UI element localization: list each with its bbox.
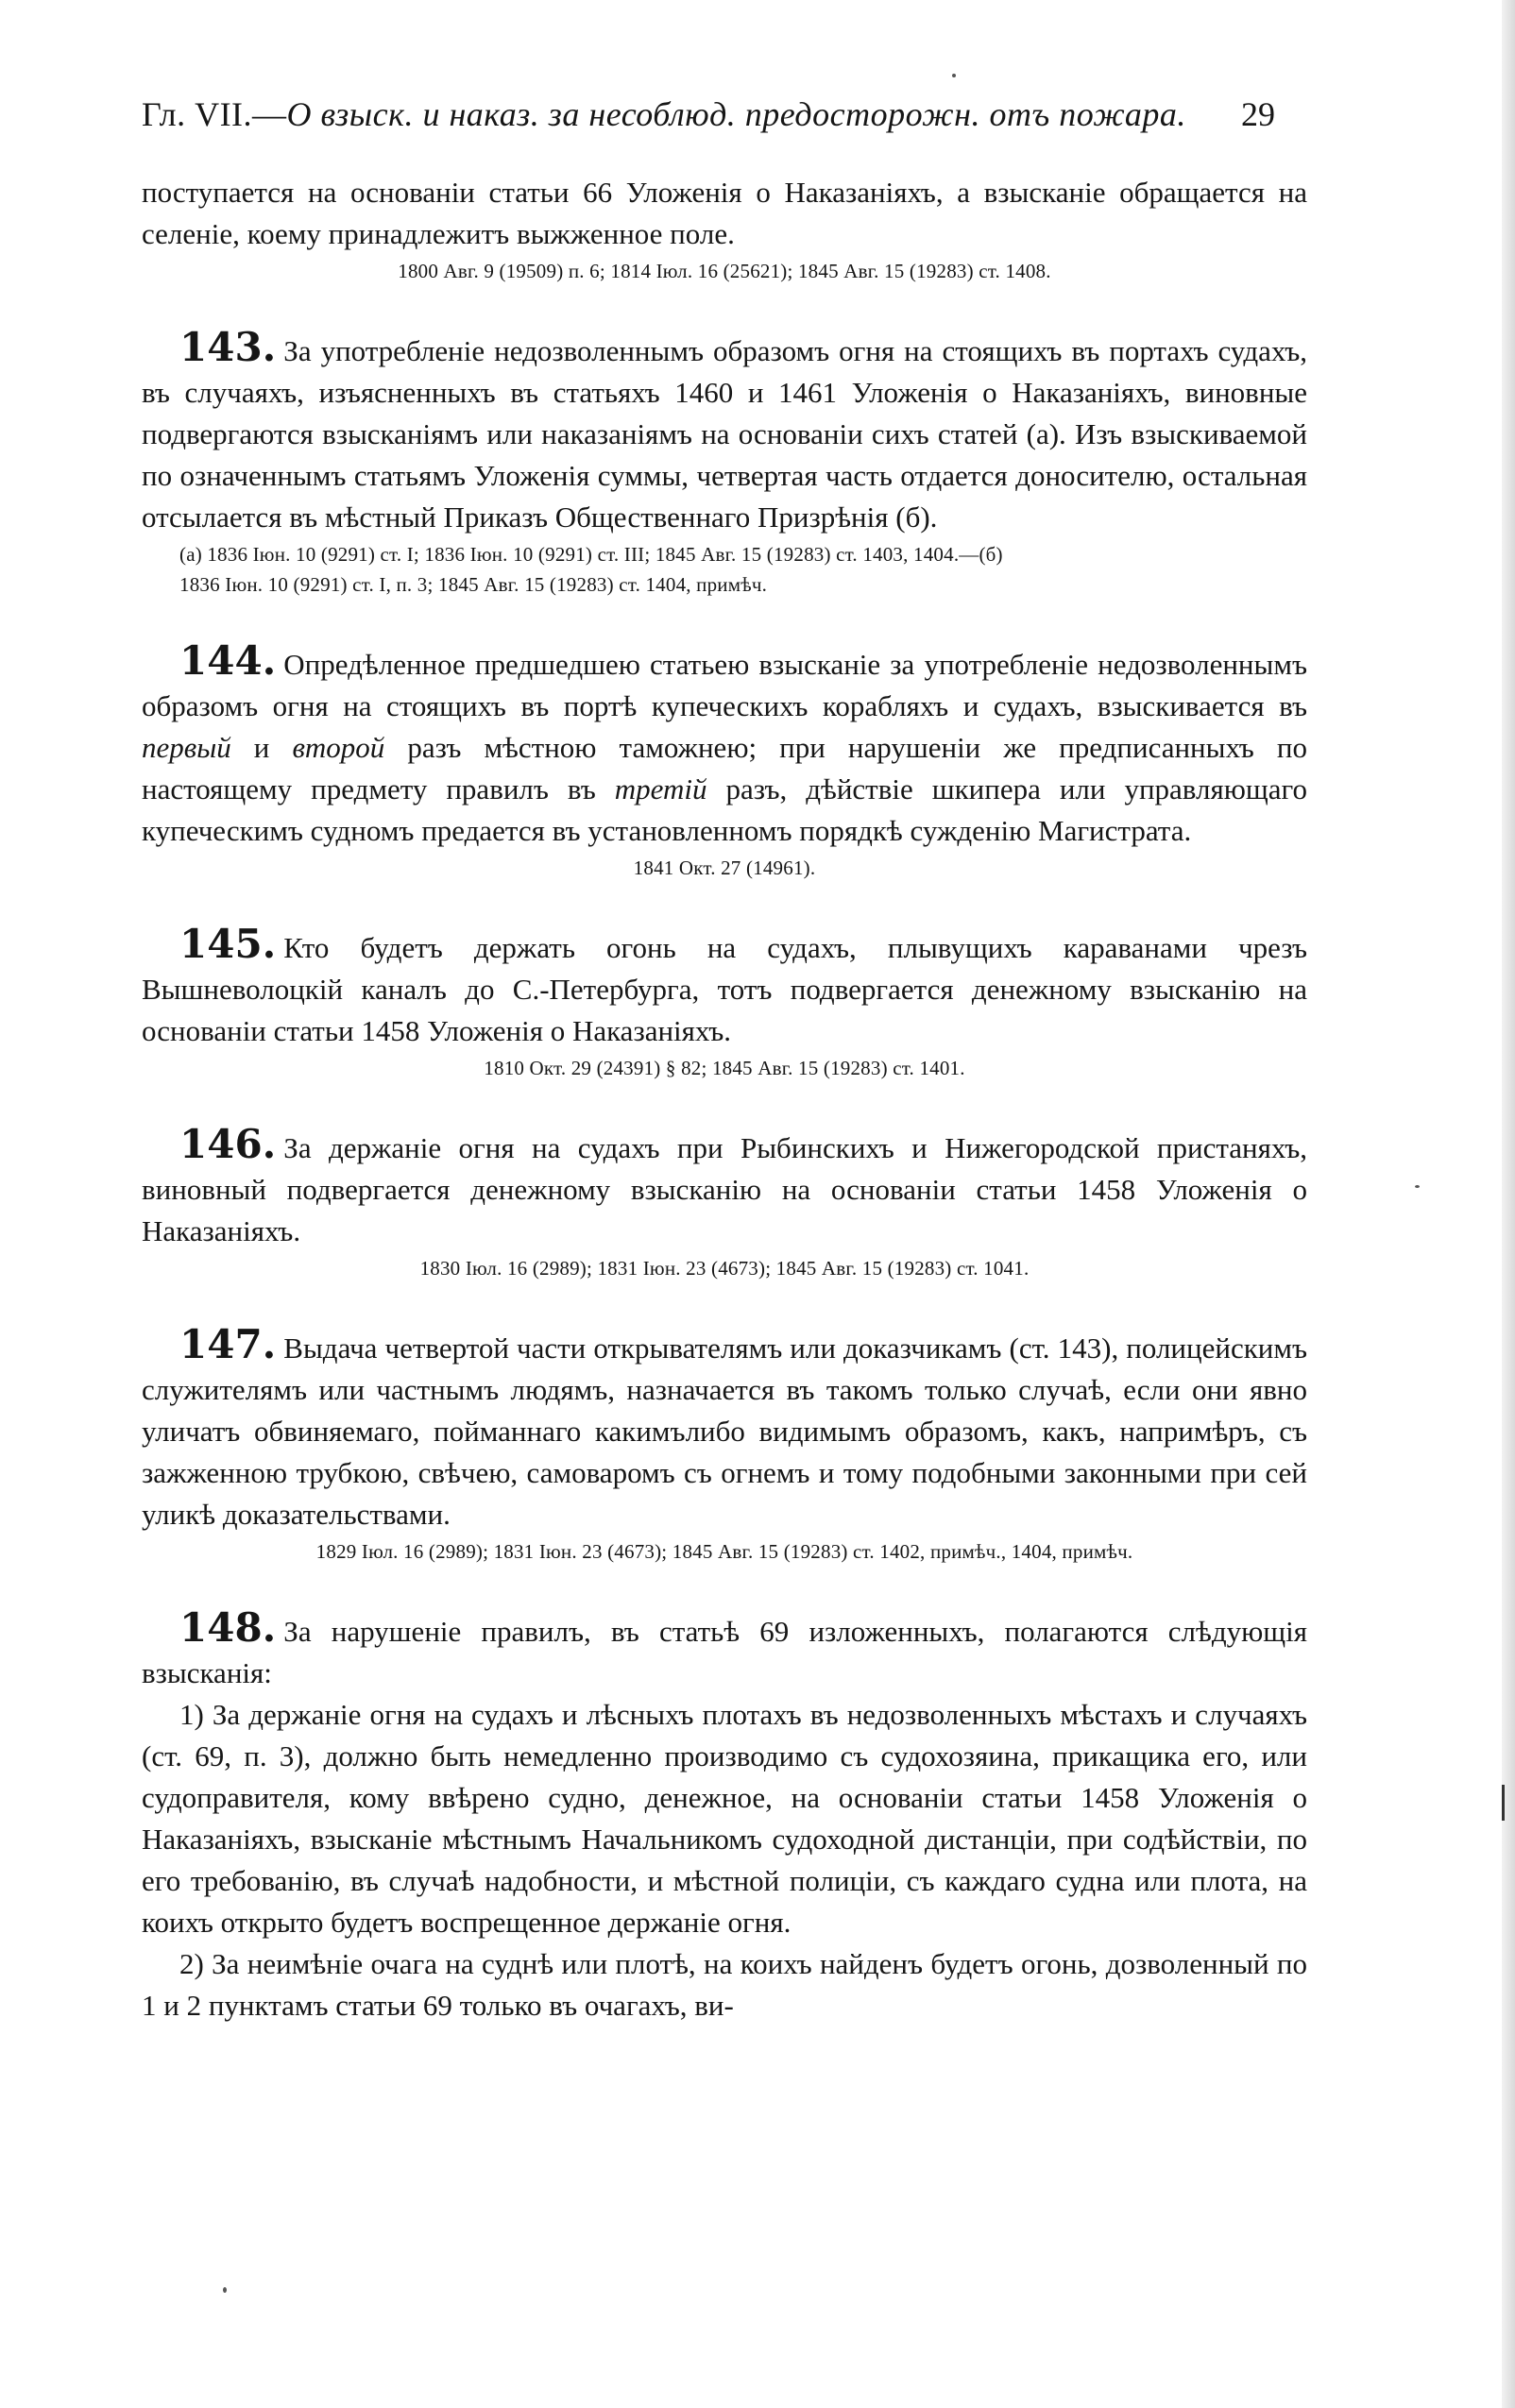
article-144-body [142, 637, 1307, 852]
page-number: 29 [1241, 95, 1275, 133]
chapter-heading [142, 94, 1186, 134]
article-145-citation: 1810 Окт. 29 (24391) § 82; 1845 Авг. 15 (19283) ст. 1401. [484, 1057, 965, 1079]
article-146-body [142, 1121, 1307, 1252]
running-header [142, 94, 1307, 134]
article-144 [142, 637, 1307, 882]
scan-speck [1415, 1185, 1420, 1188]
article-text-part: Опредѣленное предшедшею статьею взысканіе за употребленіе недозволеннымъ образомъ огня на стоящихъ въ портѣ купеческихъ корабляхъ и судахъ, взыскивается въ [142, 648, 1307, 722]
article-145 [142, 921, 1307, 1082]
article-number: 148. [179, 1604, 277, 1651]
article-144-citation: 1841 Окт. 27 (14961). [633, 856, 816, 879]
article-143-body [142, 324, 1307, 538]
paper-edge [1502, 0, 1515, 2408]
article-text-part: разъ, дѣйствіе шкипера или управляющаго купеческимъ судномъ предается въ установленномъ порядкѣ сужденію Магистрата. [142, 772, 1307, 847]
chapter-prefix: Гл. VII.— [142, 95, 287, 133]
scan-mark [1502, 1785, 1505, 1821]
article-number: 143. [179, 324, 277, 370]
scan-speck [223, 2287, 227, 2293]
article-number: 144. [179, 637, 277, 684]
article-number: 145. [179, 921, 277, 967]
article-number: 147. [179, 1321, 277, 1367]
article-148-item-2: 2) За неимѣніе очага на суднѣ или плотѣ, на коихъ найденъ будетъ огонь, дозволенный по 1 и 2 пунктамъ статьи 69 только въ очагахъ, ви- [142, 1947, 1307, 2022]
article-number: 146. [179, 1121, 277, 1167]
article-text-part: разъ мѣстною таможнею; при нарушеніи же предписанныхъ по настоящему предмету правилъ въ [142, 731, 1307, 805]
article-148 [142, 1604, 1307, 2026]
article-147-citation: 1829 Іюл. 16 (2989); 1831 Іюн. 23 (4673); 1845 Авг. 15 (19283) ст. 1402, примѣч., 1404, примѣч. [315, 1540, 1133, 1563]
article-text: За держаніе огня на судахъ при Рыбинскихъ и Нижегородской пристаняхъ, виновный подвергается денежному взысканію на основаніи статьи 1458 Уложенія о Наказаніяхъ. [142, 1131, 1307, 1247]
chapter-title: О взыск. и наказ. за несоблюд. предосторожн. отъ пожара. [286, 95, 1186, 133]
continuation-block [142, 172, 1307, 285]
article-text: За нарушеніе правилъ, въ статьѣ 69 изложенныхъ, полагаются слѣдующія взысканія: [142, 1615, 1307, 1689]
article-text: За употребленіе недозволеннымъ образомъ огня на стоящихъ въ портахъ судахъ, въ случаяхъ, изъясненныхъ въ статьяхъ 1460 и 1461 Уложенія о Наказаніяхъ, виновные подвергаются взысканіямъ или наказаніямъ на основаніи сихъ статей (а). Изъ взыскиваемой по означеннымъ статьямъ Уложенія суммы, четвертая часть отдается доносителю, остальная отсылается въ мѣстный Приказъ Общественнаго Призрѣнія (б). [142, 334, 1307, 534]
continuation-text: поступается на основаніи статьи 66 Уложенія о Наказаніяхъ, а взысканіе обращается на селеніе, коему принадлежитъ выжженное поле. [142, 176, 1307, 250]
scan-speck [952, 74, 956, 77]
article-italic-word: второй [292, 731, 385, 764]
article-146-citation: 1830 Іюл. 16 (2989); 1831 Іюн. 23 (4673); 1845 Авг. 15 (19283) ст. 1041. [419, 1257, 1030, 1280]
article-145-body [142, 921, 1307, 1052]
article-146 [142, 1121, 1307, 1282]
article-147 [142, 1321, 1307, 1566]
article-text-part: и [230, 731, 293, 764]
article-147-body [142, 1321, 1307, 1535]
article-italic-word: третій [614, 772, 707, 805]
article-text: Выдача четвертой части открывателямъ или доказчикамъ (ст. 143), полицейскимъ служителямъ или частнымъ людямъ, назначается въ такомъ только случаѣ, если они явно уличатъ обвиняемаго, пойманнаго какимълибо видимымъ образомъ, какъ, напримѣръ, съ зажженною трубкою, свѣчею, самоваромъ съ огнемъ и тому подобными законными при сей уликѣ доказательствами. [142, 1331, 1307, 1531]
article-143-citation-a: (а) 1836 Іюн. 10 (9291) ст. I; 1836 Іюн. 10 (9291) ст. III; 1845 Авг. 15 (19283) ст. 1403, 1404.—(б) [179, 543, 1003, 566]
article-text: Кто будетъ держать огонь на судахъ, плывущихъ караванами чрезъ Вышневолоцкій каналъ до С.-Петербурга, тотъ подвергается денежному взысканію на основаніи статьи 1458 Уложенія о Наказаніяхъ. [142, 931, 1307, 1047]
article-143-citation-b: 1836 Іюн. 10 (9291) ст. I, п. 3; 1845 Авг. 15 (19283) ст. 1404, примѣч. [179, 573, 768, 596]
continuation-citation: 1800 Авг. 9 (19509) п. 6; 1814 Іюл. 16 (25621); 1845 Авг. 15 (19283) ст. 1408. [398, 260, 1051, 282]
article-italic-word: первый [142, 731, 231, 764]
article-143 [142, 324, 1307, 599]
article-148-item-1: 1) За держаніе огня на судахъ и лѣсныхъ плотахъ въ недозволенныхъ мѣстахъ и случаяхъ (ст. 69, п. 3), должно быть немедленно производимо съ судохозяина, прикащика его, или судоправителя, кому ввѣрено судно, денежное, на основаніи статьи 1458 Уложенія о Наказаніяхъ, взысканіе мѣстнымъ Начальникомъ судоходной дистанціи, при содѣйствіи, по его требованію, въ случаѣ надобности, и мѣстной полиціи, съ каждаго судна или плота, на коихъ открыто будетъ воспрещенное держаніе огня. [142, 1698, 1307, 1939]
article-148-intro [142, 1604, 1307, 1694]
